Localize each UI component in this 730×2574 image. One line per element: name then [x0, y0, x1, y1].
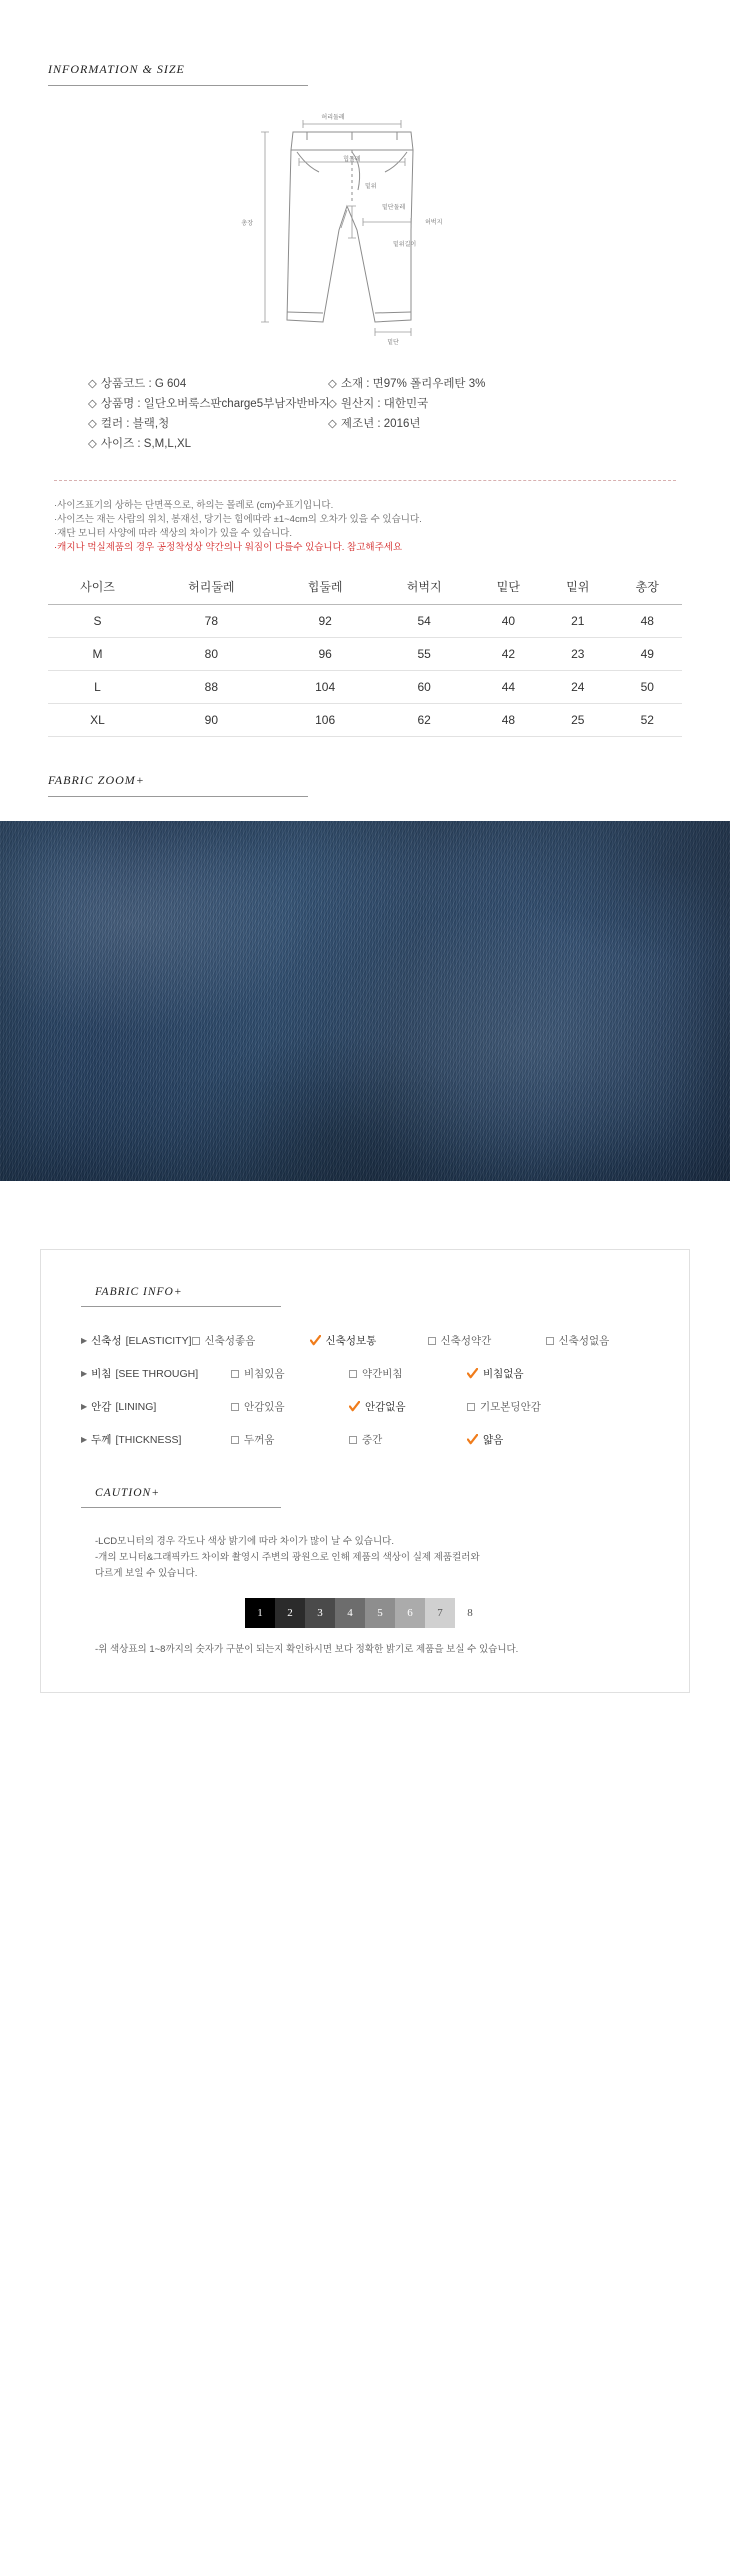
option-label: 기모본딩안감 — [480, 1401, 541, 1413]
cell-size: M — [48, 638, 147, 671]
cell-hem: 40 — [474, 605, 543, 638]
fabric-zoom-section — [0, 771, 730, 797]
size-table — [48, 569, 682, 737]
col-header-hem: 밑단 — [474, 569, 543, 605]
cell-waist: 78 — [147, 605, 276, 638]
attribute-row-lining — [81, 1399, 649, 1414]
size-diagram — [48, 110, 682, 360]
bottom-gap — [0, 1763, 730, 1803]
checkbox-unchecked-icon[interactable] — [467, 1403, 475, 1411]
fabric-zoom-title: FABRIC ZOOM+ — [48, 773, 308, 797]
label-hip: 힙둘레 — [343, 157, 361, 163]
spec-label: 컬러 — [100, 418, 124, 430]
label-total-length: 총장 — [241, 221, 253, 227]
spec-item: ◇ 사이즈 : S,M,L,XL — [88, 438, 192, 450]
option-lining-yes[interactable] — [231, 1399, 349, 1414]
cell-rise: 21 — [543, 605, 612, 638]
information-size-section — [0, 0, 730, 771]
dashed-divider — [54, 480, 676, 481]
option-elasticity-low[interactable] — [428, 1333, 546, 1348]
label-thigh: 허벅지 — [425, 220, 443, 226]
option-label: 얇음 — [483, 1434, 504, 1446]
information-size-heading-wrap — [48, 60, 682, 86]
cell-hem: 48 — [474, 704, 543, 737]
option-thickness-thick[interactable] — [231, 1432, 349, 1447]
caution-section — [81, 1487, 649, 1658]
note-line: ·사이즈는 재는 사람의 위치, 봉재선, 당기는 힘에따라 ±1~4cm의 오차가 있을 수 있습니다. — [54, 514, 422, 525]
spec-list — [88, 374, 682, 454]
spec-label: 상품명 — [100, 398, 135, 410]
denim-fabric-photo — [0, 821, 730, 1181]
attribute-name-en: [ELASTICITY] — [125, 1334, 192, 1347]
spec-value: G 604 — [154, 378, 187, 390]
grayscale-swatch-strip — [81, 1598, 649, 1628]
triangle-right-icon: ▶ — [81, 1402, 88, 1411]
option-elasticity-high[interactable] — [192, 1333, 310, 1348]
option-label: 약간비침 — [362, 1368, 403, 1380]
cell-length: 50 — [613, 671, 682, 704]
cell-hip: 106 — [276, 704, 375, 737]
swatch: 4 — [335, 1598, 365, 1628]
attribute-row-elasticity — [81, 1333, 649, 1348]
option-label: 신축성약간 — [440, 1335, 492, 1347]
label-hem: 밑단 — [387, 340, 399, 346]
cell-rise: 23 — [543, 638, 612, 671]
cell-hem: 44 — [474, 671, 543, 704]
option-group — [192, 1333, 664, 1348]
caution-line: -LCD모니터의 경우 각도나 색상 밝기에 따라 차이가 많이 날 수 있습니다. — [95, 1536, 394, 1547]
cell-hip: 92 — [276, 605, 375, 638]
size-notes — [54, 499, 676, 555]
checkbox-unchecked-icon[interactable] — [231, 1370, 239, 1378]
triangle-right-icon: ▶ — [81, 1435, 88, 1444]
checkbox-unchecked-icon[interactable] — [349, 1370, 357, 1378]
cell-hip: 96 — [276, 638, 375, 671]
col-header-thigh: 허벅지 — [375, 569, 474, 605]
col-header-size: 사이즈 — [48, 569, 147, 605]
fabric-info-section — [0, 1249, 730, 1763]
fabric-info-title: FABRIC INFO+ — [81, 1286, 281, 1307]
attribute-name-en: [LINING] — [115, 1400, 157, 1413]
cell-rise: 25 — [543, 704, 612, 737]
swatch: 8 — [455, 1598, 485, 1628]
table-header-row — [48, 569, 682, 605]
spec-item: ◇ 제조년 : 2016년 — [328, 418, 421, 430]
cell-length: 52 — [613, 704, 682, 737]
option-label: 두꺼움 — [244, 1434, 275, 1446]
page-title: INFORMATION & SIZE — [48, 62, 308, 86]
spec-value: S,M,L,XL — [143, 438, 192, 450]
option-label: 비침있음 — [244, 1368, 285, 1380]
option-see-through-yes[interactable] — [231, 1366, 349, 1381]
checkmark-icon[interactable] — [467, 1434, 478, 1445]
caution-line: -개의 모니터&그래픽카드 차이와 촬영시 주변의 광원으로 인해 제품의 색상이 실제 제품컬러와 — [95, 1552, 480, 1563]
fabric-zoom-heading-wrap — [48, 771, 682, 797]
attribute-label — [81, 1432, 231, 1447]
option-label: 안감있음 — [244, 1401, 285, 1413]
spec-item: ◇ 상품코드 : G 604 — [88, 378, 187, 390]
label-bottom-circumference: 밑단둘레 — [382, 205, 406, 211]
checkbox-unchecked-icon[interactable] — [231, 1436, 239, 1444]
option-group — [231, 1432, 649, 1447]
swatch: 7 — [425, 1598, 455, 1628]
spec-item: ◇ 원산지 : 대한민국 — [328, 398, 429, 410]
option-see-through-none[interactable] — [467, 1366, 585, 1381]
caution-footer: -위 색상표의 1~8까지의 숫자가 구분이 되는지 확인하시면 보다 정확한 밝기로 제품을 보실 수 있습니다. — [95, 1644, 519, 1655]
spec-item: ◇ 소재 : 면97% 폴리우레탄 3% — [328, 378, 486, 390]
spec-col-left — [88, 374, 328, 454]
cell-length: 48 — [613, 605, 682, 638]
attribute-label — [81, 1399, 231, 1414]
caution-text — [95, 1534, 649, 1582]
option-lining-fleece[interactable] — [467, 1399, 585, 1414]
swatch: 1 — [245, 1598, 275, 1628]
swatch: 6 — [395, 1598, 425, 1628]
cell-thigh: 55 — [375, 638, 474, 671]
cell-waist: 80 — [147, 638, 276, 671]
table-row — [48, 704, 682, 737]
cell-size: XL — [48, 704, 147, 737]
cell-hip: 104 — [276, 671, 375, 704]
spec-label: 제조년 — [340, 418, 375, 430]
spec-item: ◇ 상품명 : 일단오버룩스판charge5부남자반바지 — [88, 398, 330, 410]
attribute-name-kr: 신축성 — [91, 1335, 122, 1347]
spec-value: 대한민국 — [383, 398, 429, 410]
attribute-name-kr: 두께 — [91, 1434, 112, 1446]
pants-measurement-illustration — [215, 110, 515, 360]
col-header-waist: 허리둘레 — [147, 569, 276, 605]
swatch: 2 — [275, 1598, 305, 1628]
spec-label: 원산지 — [340, 398, 375, 410]
spec-value: 면97% 폴리우레탄 3% — [372, 378, 486, 390]
attribute-name-en: [THICKNESS] — [115, 1433, 182, 1446]
checkbox-unchecked-icon[interactable] — [428, 1337, 436, 1345]
option-label: 신축성좋음 — [204, 1335, 256, 1347]
cell-waist: 88 — [147, 671, 276, 704]
cell-size: S — [48, 605, 147, 638]
caution-title: CAUTION+ — [81, 1487, 281, 1508]
spec-value: 2016년 — [383, 418, 421, 430]
cell-thigh: 54 — [375, 605, 474, 638]
cell-length: 49 — [613, 638, 682, 671]
checkbox-unchecked-icon[interactable] — [231, 1403, 239, 1411]
attribute-name-en: [SEE THROUGH] — [115, 1367, 199, 1380]
option-group — [231, 1399, 649, 1414]
option-label: 신축성없음 — [558, 1335, 610, 1347]
table-row — [48, 605, 682, 638]
col-header-rise: 밑위 — [543, 569, 612, 605]
col-header-length: 총장 — [613, 569, 682, 605]
label-rise: 밑위 — [365, 184, 377, 190]
cell-rise: 24 — [543, 671, 612, 704]
attribute-row-thickness — [81, 1432, 649, 1447]
note-line: ·사이즈표기의 상하는 단면폭으로, 하의는 몰레로 (cm)수표기입니다. — [54, 500, 334, 511]
option-elasticity-none[interactable] — [546, 1333, 664, 1348]
spec-label: 사이즈 — [100, 438, 135, 450]
denim-vignette — [0, 821, 730, 1181]
cell-thigh: 60 — [375, 671, 474, 704]
spec-label: 상품코드 — [100, 378, 146, 390]
spec-value: 블랙,청 — [132, 418, 170, 430]
option-group — [231, 1366, 649, 1381]
option-thickness-thin[interactable] — [467, 1432, 585, 1447]
label-inseam: 밑위길이 — [393, 242, 417, 248]
fabric-info-card — [40, 1249, 690, 1693]
checkmark-icon[interactable] — [467, 1368, 478, 1379]
checkmark-icon[interactable] — [349, 1401, 360, 1412]
triangle-right-icon: ▶ — [81, 1369, 88, 1378]
cell-waist: 90 — [147, 704, 276, 737]
swatch: 5 — [365, 1598, 395, 1628]
cell-size: L — [48, 671, 147, 704]
spec-label: 소재 — [340, 378, 364, 390]
option-label: 신축성보통 — [325, 1335, 377, 1347]
attribute-label — [81, 1366, 231, 1381]
checkbox-unchecked-icon[interactable] — [192, 1337, 200, 1345]
col-header-hip: 힙둘레 — [276, 569, 375, 605]
attribute-name-kr: 안감 — [91, 1401, 112, 1413]
checkbox-unchecked-icon[interactable] — [349, 1436, 357, 1444]
swatch: 3 — [305, 1598, 335, 1628]
spec-col-right — [328, 374, 485, 454]
option-label: 비침없음 — [483, 1368, 524, 1380]
option-thickness-medium[interactable] — [349, 1432, 467, 1447]
option-label: 안감없음 — [365, 1401, 406, 1413]
table-row — [48, 671, 682, 704]
section-gap — [0, 1181, 730, 1249]
label-waist: 허리둘레 — [321, 115, 345, 121]
caution-line: 다르게 보일 수 있습니다. — [95, 1568, 198, 1579]
spec-value: 일단오버룩스판charge5부남자반바지 — [143, 398, 330, 410]
attribute-label — [81, 1333, 192, 1348]
checkmark-icon[interactable] — [310, 1335, 321, 1346]
triangle-right-icon: ▶ — [81, 1336, 88, 1345]
note-line: ·재단 모니터 사양에 따라 색상의 차이가 있을 수 있습니다. — [54, 528, 292, 539]
option-lining-none[interactable] — [349, 1399, 467, 1414]
spec-item: ◇ 컬러 : 블랙,청 — [88, 418, 170, 430]
attribute-row-see-through — [81, 1366, 649, 1381]
option-elasticity-medium[interactable] — [310, 1333, 428, 1348]
attribute-name-kr: 비침 — [91, 1368, 112, 1380]
option-see-through-slight[interactable] — [349, 1366, 467, 1381]
checkbox-unchecked-icon[interactable] — [546, 1337, 554, 1345]
option-label: 중간 — [362, 1434, 383, 1446]
cell-hem: 42 — [474, 638, 543, 671]
cell-thigh: 62 — [375, 704, 474, 737]
table-row — [48, 638, 682, 671]
note-line-highlight: ·캐지나 먹실제품의 경우 공정착성상 약간의나 워짐이 다를수 있습니다. 참고해주세요 — [54, 542, 403, 553]
